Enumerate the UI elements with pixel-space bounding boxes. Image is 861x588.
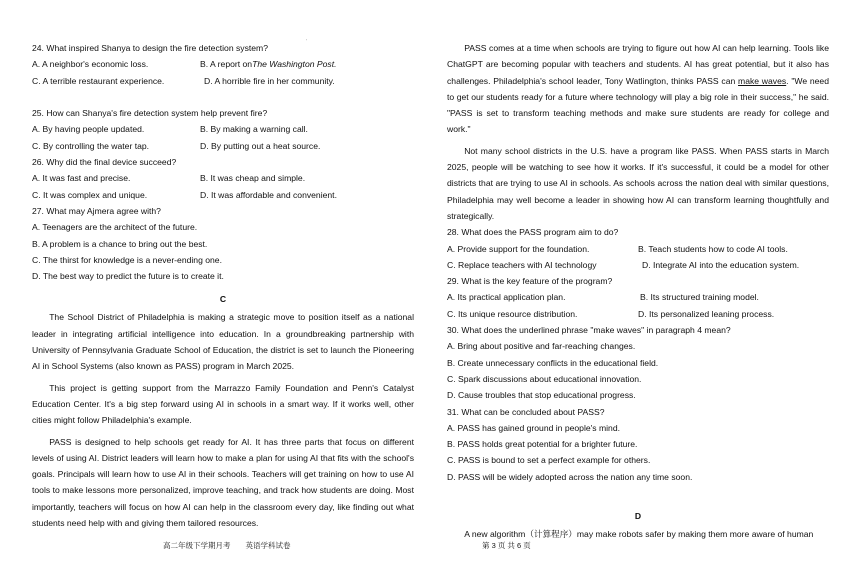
passage-c-paragraph-2: This project is getting support from the Marrazzo Family Foundation and Penn's Catalyst Education Center. It's a big step forward using AI in schools in a smart way. If it works well, other cities might follow Philadelphia's example. (32, 382, 414, 426)
passage-c-paragraph-4 (447, 40, 829, 138)
q24-stem: 24. What inspired Shanya to design the fire detection system? (32, 43, 268, 53)
passage-d-paragraph-1: A new algorithm（计算程序）may make robots safer by making them more aware of human (464, 529, 814, 540)
passage-c-paragraph-1: The School District of Philadelphia is making a strategic move to position itself as a national leader in integrating artificial intelligence into education. In a groundbreaking partnership with University of Pennsylvania Graduate School of Education, the district is set to launch the Pioneering AI in School Systems (also known as PASS) program in March 2025. (32, 312, 414, 372)
q26-options-row1 (32, 170, 414, 186)
q30-option-d: D. Cause troubles that stop educational progress. (447, 390, 636, 401)
q29-option-a: A. Its practical application plan. (447, 292, 566, 303)
q31-option-d: D. PASS will be widely adopted across the nation any time soon. (447, 471, 693, 482)
q28-options-row1 (447, 241, 829, 257)
q29-option-d: D. Its personalized leaning process. (638, 308, 775, 319)
q30-option-c: C. Spark discussions about educational innovation. (447, 373, 642, 384)
q28-options-row2 (447, 257, 829, 273)
q26-option-c: C. It was complex and unique. (32, 189, 148, 200)
q26-options-row2 (32, 187, 414, 203)
q25-options-row2 (32, 138, 414, 154)
q29-option-c: C. Its unique resource distribution. (447, 308, 578, 319)
q28-option-b: B. Teach students how to code AI tools. (638, 243, 788, 254)
q28-option-a: A. Provide support for the foundation. (447, 243, 590, 254)
q25-option-d: D. By putting out a heat source. (200, 140, 321, 151)
q24-option-b (200, 56, 336, 72)
q25-option-a: A. By having people updated. (32, 124, 145, 135)
q28-option-d: D. Integrate AI into the education system. (642, 259, 800, 270)
q29-options-row1 (447, 289, 829, 305)
q25-options-row1 (32, 121, 414, 137)
q26-stem: 26. Why did the final device succeed? (32, 157, 177, 168)
q24-option-b-text: B. A report on (200, 59, 253, 70)
q24-options-row1 (32, 56, 414, 72)
q31-option-b: B. PASS holds great potential for a brighter future. (447, 439, 638, 450)
q27-stem: 27. What may Ajmera agree with? (32, 205, 161, 216)
q29-options-row2 (447, 306, 829, 322)
q30-option-b: B. Create unnecessary conflicts in the educational field. (447, 357, 659, 368)
q24-option-a: A. A neighbor's economic loss. (32, 59, 149, 70)
left-column (32, 40, 414, 536)
q29-stem: 29. What is the key feature of the program? (447, 276, 613, 287)
q27-option-d: D. The best way to predict the future is to create it. (32, 271, 224, 282)
paragraph-4-text-end: . "We need to get our students ready for a future where technology will play a big role in their success," he said. "PASS is set to transform teaching methods and make sure students are ready for college and work." (447, 75, 829, 135)
section-heading-d: D (634, 511, 642, 522)
right-column (447, 40, 829, 548)
stray-mark: ˙ (306, 40, 308, 46)
q24-option-b-italic: The Washington Post. (252, 59, 337, 70)
paragraph-4-text-start: PASS comes at a time when schools are trying to figure out how AI can help learning. Tools like ChatGPT are becoming popular with teachers and students. AI has great potential, but it also has challenges. Philadelphia's school leader, Tony Watlington, thinks PASS can (447, 43, 829, 86)
q26-option-d: D. It was affordable and convenient. (200, 189, 337, 200)
footer-page-number: 第 3 页 共 6 页 (482, 541, 531, 550)
passage-c-paragraph-5: Not many school districts in the U.S. have a program like PASS. When PASS starts in March 2025, people will be watching to see how it works. If it's successful, it could be a model for other districts that are trying to use AI in schools. As schools across the nation deal with similar questions, Philadelphia may well become a leader in showing how AI can transform learning thoughtfully and strategically. (447, 145, 829, 221)
q25-option-c: C. By controlling the water tap. (32, 140, 150, 151)
q26-option-a: A. It was fast and precise. (32, 173, 131, 184)
q27-option-c: C. The thirst for knowledge is a never-ending one. (32, 254, 222, 265)
underlined-phrase-make-waves: make waves (738, 75, 787, 86)
q31-option-a: A. PASS has gained ground in people's mind. (447, 422, 620, 433)
q24-option-c: C. A terrible restaurant experience. (32, 75, 165, 86)
q30-option-a: A. Bring about positive and far-reaching changes. (447, 341, 636, 352)
passage-c-paragraph-3: PASS is designed to help schools get ready for AI. It has three parts that focus on different levels of using AI. District leaders will learn how to make a plan for using AI that fits with the school's goals. Principals will learn how to use AI in their schools. Teachers will get training on how to use AI tools to make lessons more personalized, improve teaching, and track how students are doing. Most importantly, teachers will focus on how AI can help in the classroom every day, like finding out what students need help with and giving them tailored resources. (32, 436, 414, 529)
q31-stem: 31. What can be concluded about PASS? (447, 406, 605, 417)
q25-stem: 25. How can Shanya's fire detection system help prevent fire? (32, 108, 268, 119)
footer-left: 高二年级下学期月考 英语学科试卷 (163, 541, 291, 550)
q27-option-a: A. Teenagers are the architect of the future. (32, 222, 198, 233)
q25-option-b: B. By making a warning call. (200, 124, 308, 135)
q27-option-b: B. A problem is a chance to bring out the best. (32, 238, 208, 249)
q31-option-c: C. PASS is bound to set a perfect example for others. (447, 455, 651, 466)
q26-option-b: B. It was cheap and simple. (200, 173, 306, 184)
q29-option-b: B. Its structured training model. (640, 292, 759, 303)
section-heading-c: C (219, 294, 227, 305)
q28-stem: 28. What does the PASS program aim to do? (447, 227, 619, 238)
q24-option-d: D. A horrible fire in her community. (204, 75, 335, 86)
q30-stem: 30. What does the underlined phrase "make waves" in paragraph 4 mean? (447, 325, 731, 336)
q24-options-row2 (32, 73, 414, 89)
q28-option-c: C. Replace teachers with AI technology (447, 259, 597, 270)
